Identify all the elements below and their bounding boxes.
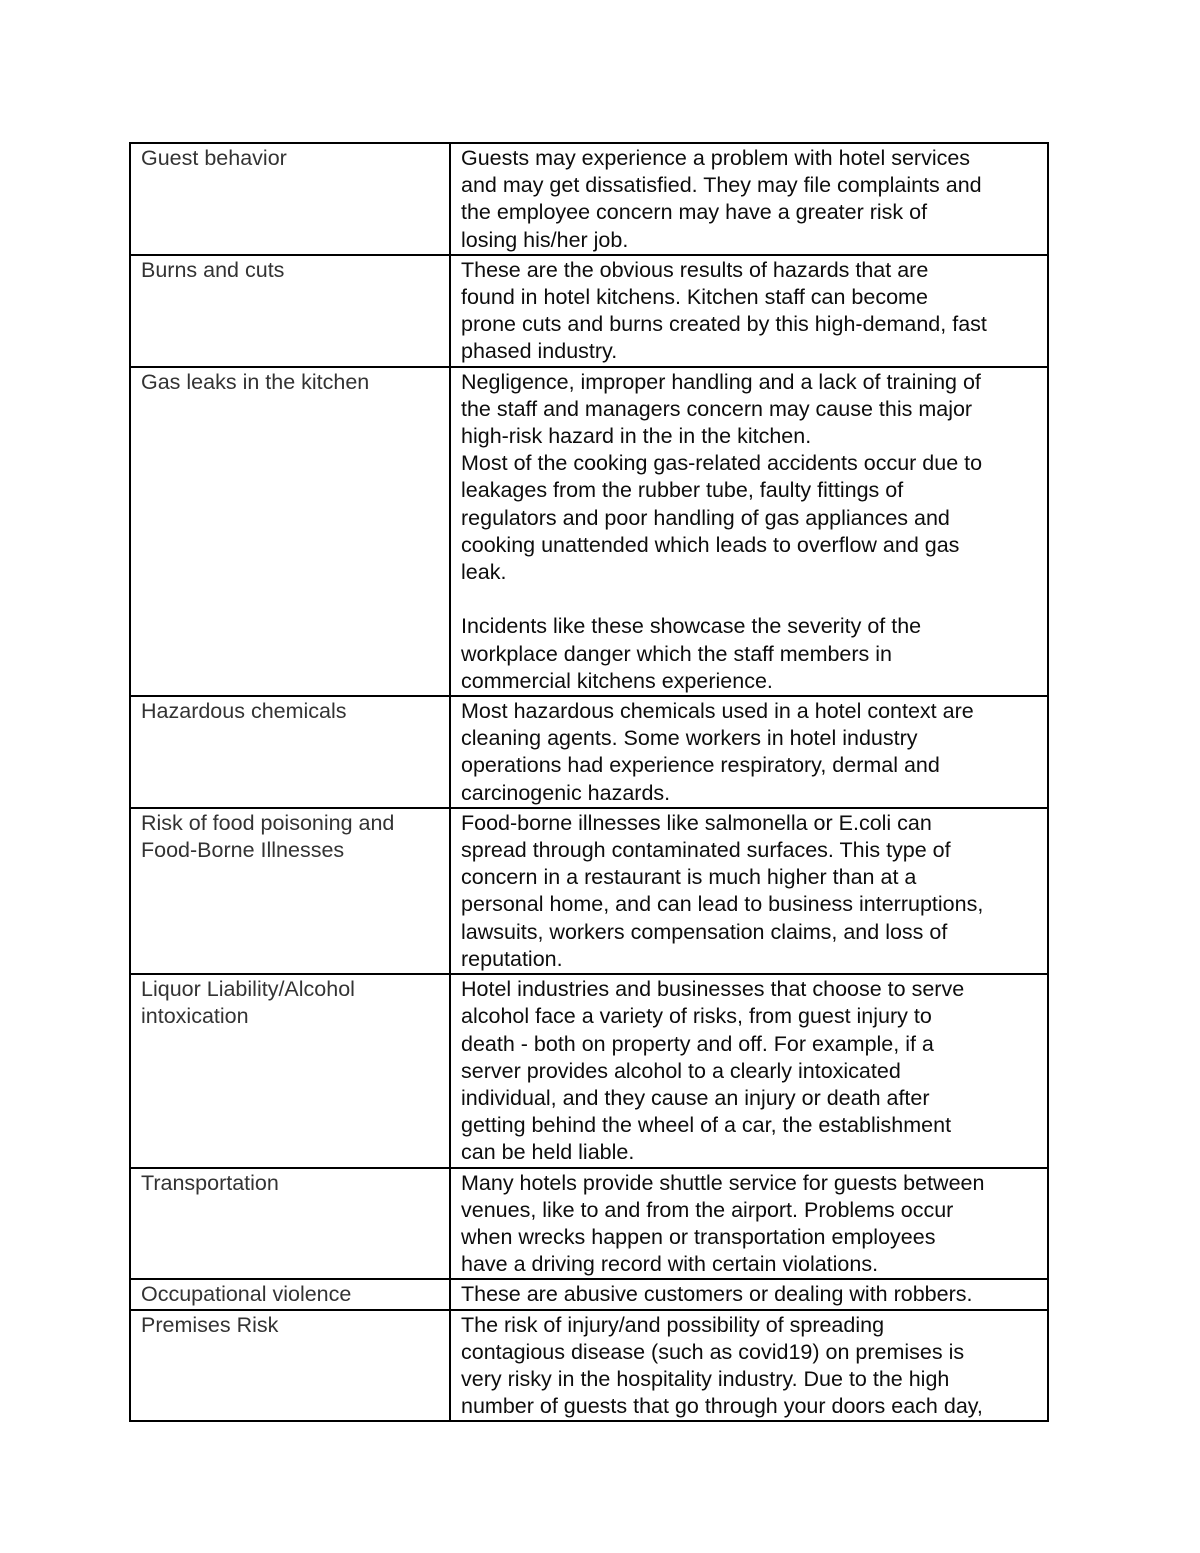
- table-row: [130, 974, 1048, 1167]
- table-row: [130, 808, 1048, 974]
- hazard-cell: Liquor Liability/Alcohol intoxication: [130, 974, 450, 1167]
- table-row: [130, 1168, 1048, 1280]
- hazard-cell: Risk of food poisoning and Food-Borne Illnesses: [130, 808, 450, 974]
- table-row: [130, 255, 1048, 367]
- hazard-cell: Guest behavior: [130, 143, 450, 255]
- description-cell: Many hotels provide shuttle service for guests between venues, like to and from the airport. Problems occur when wrecks happen or transportation employees have a driving record with certain violations.: [450, 1168, 1048, 1280]
- description-cell: Food-borne illnesses like salmonella or E.coli can spread through contaminated surfaces. This type of concern in a restaurant is much higher than at a personal home, and can lead to business interruptions, lawsuits, workers compensation claims, and loss of reputation.: [450, 808, 1048, 974]
- hazard-table: [129, 142, 1049, 1422]
- table-row: [130, 143, 1048, 255]
- hazard-cell: Premises Risk: [130, 1310, 450, 1422]
- description-cell: These are abusive customers or dealing with robbers.: [450, 1279, 1048, 1309]
- description-cell: Most hazardous chemicals used in a hotel context are cleaning agents. Some workers in hotel industry operations had experience respiratory, dermal and carcinogenic hazards.: [450, 696, 1048, 808]
- hazard-cell: Hazardous chemicals: [130, 696, 450, 808]
- description-cell: Guests may experience a problem with hotel services and may get dissatisfied. They may file complaints and the employee concern may have a greater risk of losing his/her job.: [450, 143, 1048, 255]
- description-cell: Negligence, improper handling and a lack of training of the staff and managers concern may cause this major high-risk hazard in the in the kitchen. Most of the cooking gas-related accidents occur due to leakages from the rubber tube, faulty fittings of regulators and poor handling of gas appliances and cooking unattended which leads to overflow and gas leak. Incidents like these showcase the severity of the workplace danger which the staff members in commercial kitchens experience.: [450, 367, 1048, 696]
- table-row: [130, 1310, 1048, 1422]
- hazard-cell: Gas leaks in the kitchen: [130, 367, 450, 696]
- table-row: [130, 696, 1048, 808]
- hazard-cell: Transportation: [130, 1168, 450, 1280]
- table-row: [130, 367, 1048, 696]
- description-cell: Hotel industries and businesses that choose to serve alcohol face a variety of risks, from guest injury to death - both on property and off. For example, if a server provides alcohol to a clearly intoxicated individual, and they cause an injury or death after getting behind the wheel of a car, the establishment can be held liable.: [450, 974, 1048, 1167]
- description-cell: These are the obvious results of hazards that are found in hotel kitchens. Kitchen staff can become prone cuts and burns created by this high-demand, fast phased industry.: [450, 255, 1048, 367]
- table-row: [130, 1279, 1048, 1309]
- hazard-cell: Occupational violence: [130, 1279, 450, 1309]
- hazard-cell: Burns and cuts: [130, 255, 450, 367]
- description-cell: The risk of injury/and possibility of spreading contagious disease (such as covid19) on premises is very risky in the hospitality industry. Due to the high number of guests that go through your doors each day,: [450, 1310, 1048, 1422]
